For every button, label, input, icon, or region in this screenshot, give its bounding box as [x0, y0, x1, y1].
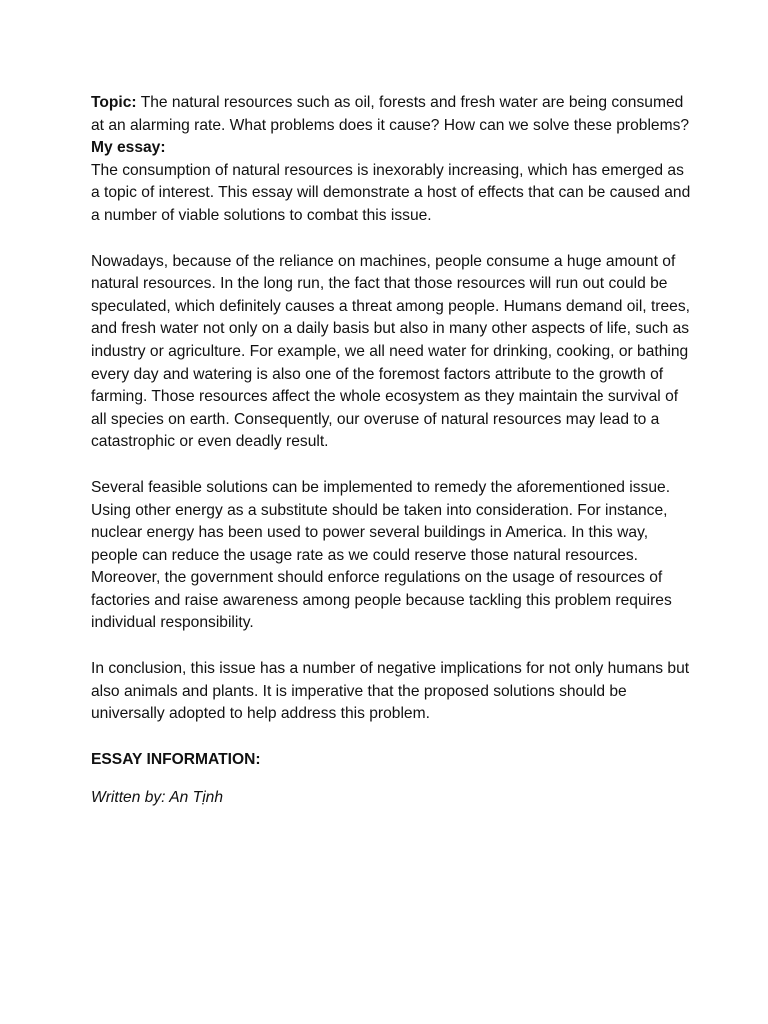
topic-paragraph: [91, 92, 691, 137]
topic-label: Topic:: [91, 94, 137, 111]
essay-information-heading: ESSAY INFORMATION:: [91, 750, 261, 768]
essay-paragraph-body-2: Several feasible solutions can be implemented to remedy the aforementioned issue. Using other energy as a substitute should be taken into consideration. For instance, nuclear energy has been used to power several buildings in America. In this way, people can reduce the usage rate as we could reserve those natural resources. Moreover, the government should enforce regulations on the usage of resources of factories and raise awareness among people because tackling this problem requires individual responsibility.: [91, 478, 672, 632]
essay-paragraph-intro: The consumption of natural resources is inexorably increasing, which has emerged as a topic of interest. This essay will demonstrate a host of effects that can be caused and a number of viable solutions to combat this issue.: [91, 161, 691, 224]
document-page: [91, 92, 691, 810]
topic-text: The natural resources such as oil, forests and fresh water are being consumed at an alarming rate. What problems does it cause? How can we solve these problems?: [91, 94, 690, 134]
written-by: Written by: An Tịnh: [91, 789, 224, 807]
essay-paragraph-body-1: Nowadays, because of the reliance on machines, people consume a huge amount of natural resources. In the long run, the fact that those resources will run out could be speculated, which definitely causes a threat among people. Humans demand oil, trees, and fresh water not only on a daily basis but also in many other aspects of life, such as industry or agriculture. For example, we all need water for drinking, cooking, or bathing every day and watering is also one of the foremost factors attribute to the growth of farming. Those resources affect the whole ecosystem as they maintain the survival of all species on earth. Consequently, our overuse of natural resources may lead to a catastrophic or even deadly result.: [91, 252, 690, 451]
essay-heading: My essay:: [91, 139, 166, 157]
essay-paragraph-conclusion: In conclusion, this issue has a number of negative implications for not only humans but also animals and plants. It is imperative that the proposed solutions should be universally adopted to help address this problem.: [91, 660, 690, 723]
